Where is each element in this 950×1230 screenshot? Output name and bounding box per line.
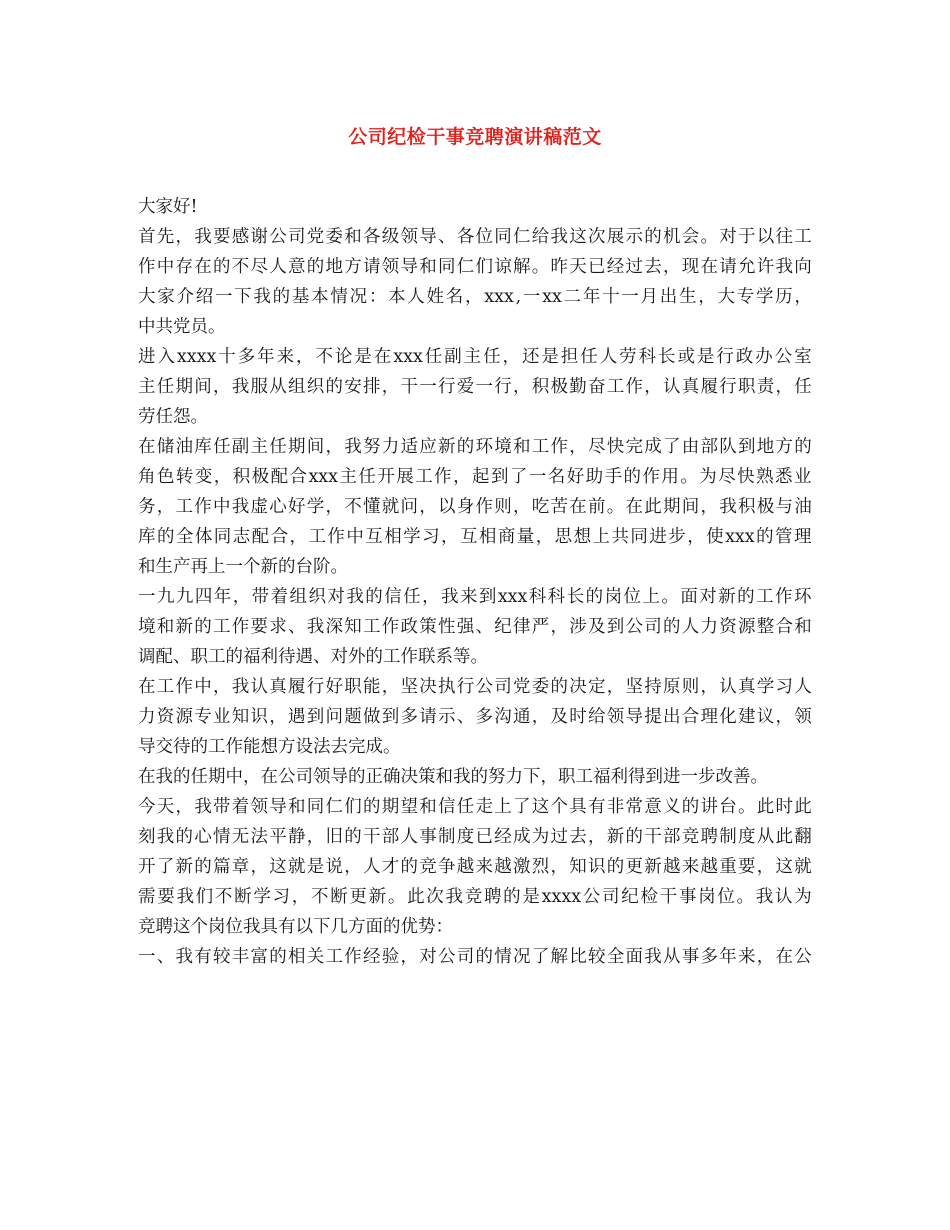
text-line: 在 工 作 中 ， 我 认 真 履 行 好 职 能 ， 坚 决 执 行 公 司 党 委 的 决 定 ， 坚 持 原 则 ， 认 真 学 习 人 [138,677,812,697]
text-line: 导交待的工作能想方设法去完成。 [138,737,401,757]
document-body [138,192,812,972]
text-line: 一 、 我 有 较 丰 富 的 相 关 工 作 经 验 ， 对 公 司 的 情 况 了 解 比 较 全 面 我 从 事 多 年 来 ， 在 公 [138,947,812,967]
text-line: 中共党员。 [138,317,226,337]
text-line: 劳任怨。 [138,407,208,427]
text-line: 今 天 ， 我 带 着 领 导 和 同 仁 们 的 期 望 和 信 任 走 上 了 这 个 具 有 非 常 意 义 的 讲 台 。 此 时 此 [138,797,812,817]
text-line: 大家好! [138,197,198,217]
document-title: 公司纪检干事竞聘演讲稿范文 [348,126,602,148]
text-line: 一 九 九 四 年 ， 带 着 组 织 对 我 的 信 任 ， 我 来 到 xxx 科 科 长 的 岗 位 上 。 面 对 新 的 工 作 环 [138,587,812,607]
text-line: 刻 我 的 心 情 无 法 平 静 ， 旧 的 干 部 人 事 制 度 已 经 成 为 过 去 ， 新 的 干 部 竞 聘 制 度 从 此 翻 [138,827,812,847]
text-line: 调配、职工的福利待遇、对外的工作联系等。 [138,647,488,667]
text-line: 竞聘这个岗位我具有以下几方面的优势： [138,917,453,937]
text-line: 大 家 介 绍 一 下 我 的 基 本 情 况 ： 本 人 姓 名 ， xxx , 一 xx 二 年 十 一 月 出 生 ， 大 专 学 历 ， [138,287,812,307]
text-line: 库 的 全 体 同 志 配 合 ， 工 作 中 互 相 学 习 ， 互 相 商 量 ， 思 想 上 共 同 进 步 ， 使 xxx 的 管 理 [138,527,812,547]
text-line: 开 了 新 的 篇 章 ， 这 就 是 说 ， 人 才 的 竞 争 越 来 越 激 烈 ， 知 识 的 更 新 越 来 越 重 要 ， 这 就 [138,857,812,877]
text-line: 在我的任期中，在公司领导的正确决策和我的努力下，职工福利得到进一步改善。 [138,767,768,787]
text-line: 在 储 油 库 任 副 主 任 期 间 ， 我 努 力 适 应 新 的 环 境 和 工 作 ， 尽 快 完 成 了 由 部 队 到 地 方 的 [138,437,812,457]
text-line: 力 资 源 专 业 知 识 ， 遇 到 问 题 做 到 多 请 示 、 多 沟 通 ， 及 时 给 领 导 提 出 合 理 化 建 议 ， 领 [138,707,812,727]
text-line: 务 ， 工 作 中 我 虚 心 好 学 ， 不 懂 就 问 ， 以 身 作 则 ， 吃 苦 在 前 。 在 此 期 间 ， 我 积 极 与 油 [138,497,812,517]
text-line: 首 先 ， 我 要 感 谢 公 司 党 委 和 各 级 领 导 、 各 位 同 仁 给 我 这 次 展 示 的 机 会 。 对 于 以 往 工 [138,227,812,247]
text-line: 进 入 xxxx 十 多 年 来 ， 不 论 是 在 xxx 任 副 主 任 ， 还 是 担 任 人 劳 科 长 或 是 行 政 办 公 室 [138,347,812,367]
text-line: 境 和 新 的 工 作 要 求 、 我 深 知 工 作 政 策 性 强 、 纪 律 严 ， 涉 及 到 公 司 的 人 力 资 源 整 合 和 [138,617,812,637]
text-line: 作 中 存 在 的 不 尽 人 意 的 地 方 请 领 导 和 同 仁 们 谅 解 。 昨 天 已 经 过 去 ， 现 在 请 允 许 我 向 [138,257,812,277]
text-line: 和生产再上一个新的台阶。 [138,557,348,577]
text-line: 主 任 期 间 ， 我 服 从 组 织 的 安 排 ， 干 一 行 爱 一 行 ， 积 极 勤 奋 工 作 ， 认 真 履 行 职 责 ， 任 [138,377,812,397]
text-line: 需 要 我 们 不 断 学 习 ， 不 断 更 新 。 此 次 我 竞 聘 的 是 xxxx 公 司 纪 检 干 事 岗 位 。 我 认 为 [138,887,812,907]
text-line: 角 色 转 变 ， 积 极 配 合 xxx 主 任 开 展 工 作 ， 起 到 了 一 名 好 助 手 的 作 用 。 为 尽 快 熟 悉 业 [138,467,812,487]
